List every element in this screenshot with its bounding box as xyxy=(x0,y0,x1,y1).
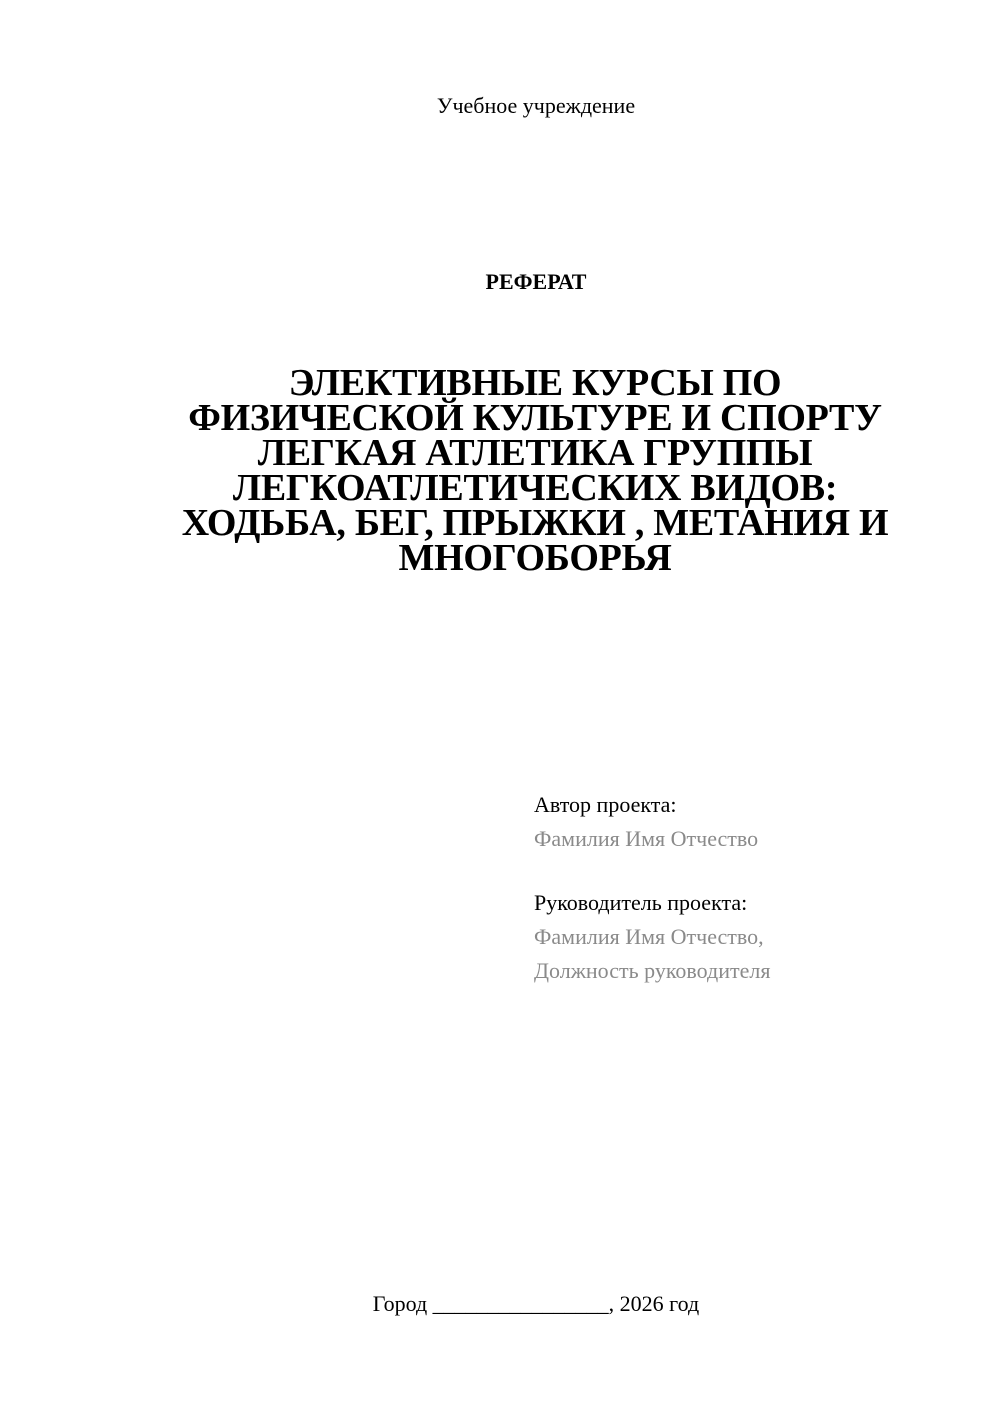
city-year-line: Город ________________, 2026 год xyxy=(372,1291,700,1316)
title-line: МНОГОБОРЬЯ xyxy=(398,537,672,579)
title-line: ХОДЬБА, БЕГ, ПРЫЖКИ , МЕТАНИЯ И xyxy=(181,502,889,544)
supervisor-position: Должность руководителя xyxy=(534,958,771,983)
title-line: ЭЛЕКТИВНЫЕ КУРСЫ ПО xyxy=(288,362,782,404)
project-info xyxy=(534,790,974,986)
title-line: ФИЗИЧЕСКОЙ КУЛЬТУРЕ И СПОРТУ xyxy=(188,397,882,439)
institution-name: Учебное учреждение xyxy=(436,93,636,118)
document-type: РЕФЕРАТ xyxy=(485,269,587,294)
document-title xyxy=(140,362,930,579)
author-name: Фамилия Имя Отчество xyxy=(534,826,759,851)
author-label: Автор проекта: xyxy=(534,792,677,817)
supervisor-name: Фамилия Имя Отчество, xyxy=(534,924,764,949)
supervisor-label: Руководитель проекта: xyxy=(534,890,748,915)
title-line: ЛЕГКОАТЛЕТИЧЕСКИХ ВИДОВ: xyxy=(232,467,838,509)
title-line: ЛЕГКАЯ АТЛЕТИКА ГРУППЫ xyxy=(257,432,813,474)
spacer xyxy=(534,854,974,888)
